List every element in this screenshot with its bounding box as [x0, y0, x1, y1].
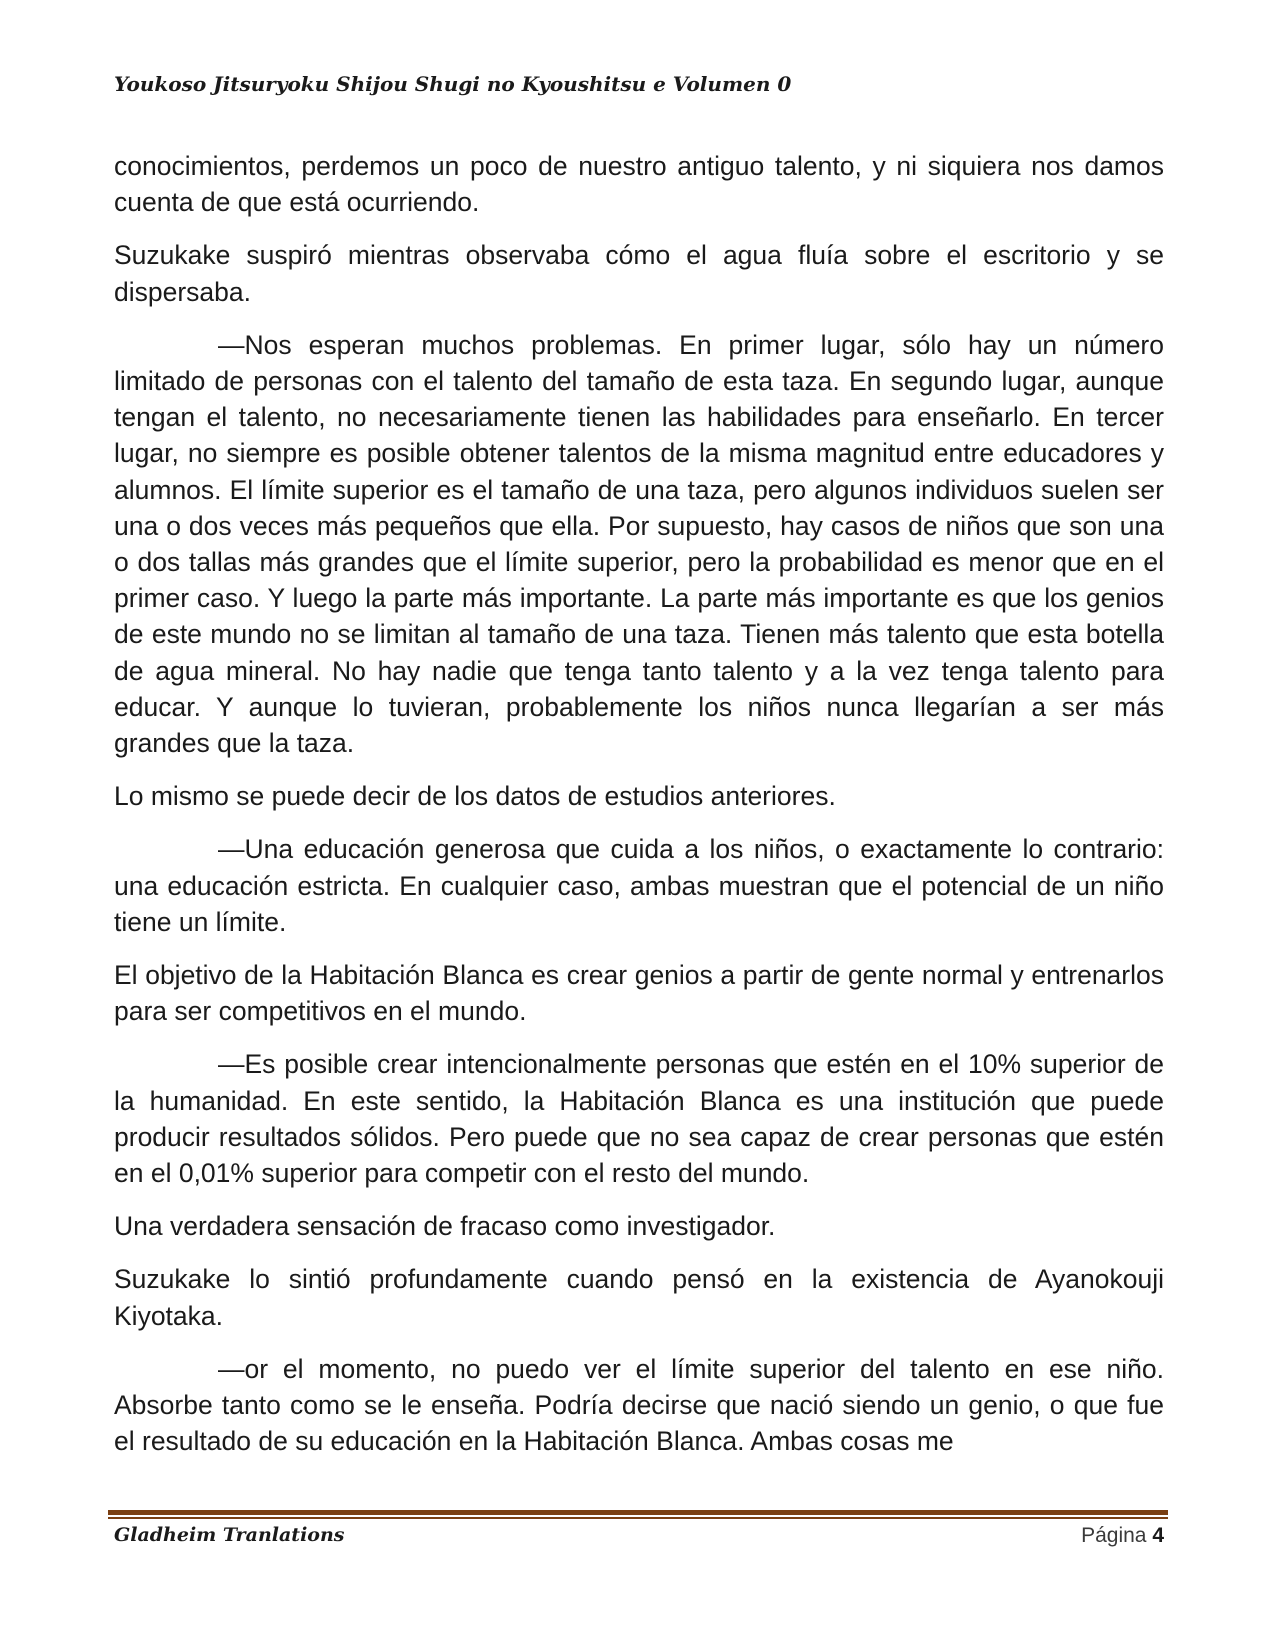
footer-credit: Gladheim Tranlations [114, 1524, 345, 1546]
page-header-title: Youkoso Jitsuryoku Shijou Shugi no Kyoushitsu e Volumen 0 [114, 72, 792, 96]
footer-divider-thin [108, 1517, 1168, 1519]
paragraph: Suzukake lo sintió profundamente cuando pensó en la existencia de Ayanokouji Kiyotaka. [114, 1264, 1164, 1331]
dialog-paragraph: —Una educación generosa que cuida a los niños, o exactamente lo contrario: una educación estricta. En cualquier caso, ambas muestran que el potencial de un niño tiene un límite. [114, 834, 1164, 937]
dialog-paragraph: —Es posible crear intencionalmente personas que estén en el 10% superior de la humanidad. En este sentido, la Habitación Blanca es una institución que puede producir resultados sólidos. Pero puede que no sea capaz de crear personas que estén en el 0,01% superior para competir con el resto del mundo. [114, 1049, 1164, 1189]
page-number: 4 [1152, 1524, 1164, 1547]
paragraph: Suzukake suspiró mientras observaba cómo el agua fluía sobre el escritorio y se dispersaba. [114, 240, 1164, 307]
paragraph: conocimientos, perdemos un poco de nuestro antiguo talento, y ni siquiera nos damos cuenta de que está ocurriendo. [114, 151, 1164, 218]
dialog-paragraph: —Nos esperan muchos problemas. En primer lugar, sólo hay un número limitado de personas con el talento del tamaño de esta taza. En segundo lugar, aunque tengan el talento, no necesariamente tienen las habilidades para enseñarlo. En tercer lugar, no siempre es posible obtener talentos de la misma magnitud entre educadores y alumnos. El límite superior es el tamaño de una taza, pero algunos individuos suelen ser una o dos veces más pequeños que ella. Por supuesto, hay casos de niños que son una o dos tallas más grandes que el límite superior, pero la probabilidad es menor que en el primer caso. Y luego la parte más importante. La parte más importante es que los genios de este mundo no se limitan al tamaño de una taza. Tienen más talento que esta botella de agua mineral. No hay nadie que tenga tanto talento y a la vez tenga talento para educar. Y aunque lo tuvieran, probablemente los niños nunca llegarían a ser más grandes que la taza. [114, 329, 1164, 759]
body-text [114, 148, 1164, 1477]
dialog-paragraph: —or el momento, no puedo ver el límite superior del talento en ese niño. Absorbe tanto como se le enseña. Podría decirse que nació siendo un genio, o que fue el resultado de su educación en la Habitación Blanca. Ambas cosas me [114, 1353, 1164, 1457]
footer-divider-thick [108, 1510, 1168, 1515]
page-indicator [1081, 1524, 1164, 1548]
footer-divider [108, 1510, 1168, 1519]
paragraph: Una verdadera sensación de fracaso como investigador. [114, 1211, 776, 1242]
paragraph: El objetivo de la Habitación Blanca es crear genios a partir de gente normal y entrenarlos para ser competitivos en el mundo. [114, 960, 1164, 1027]
paragraph: Lo mismo se puede decir de los datos de estudios anteriores. [114, 781, 836, 812]
page-label: Página [1081, 1524, 1147, 1547]
